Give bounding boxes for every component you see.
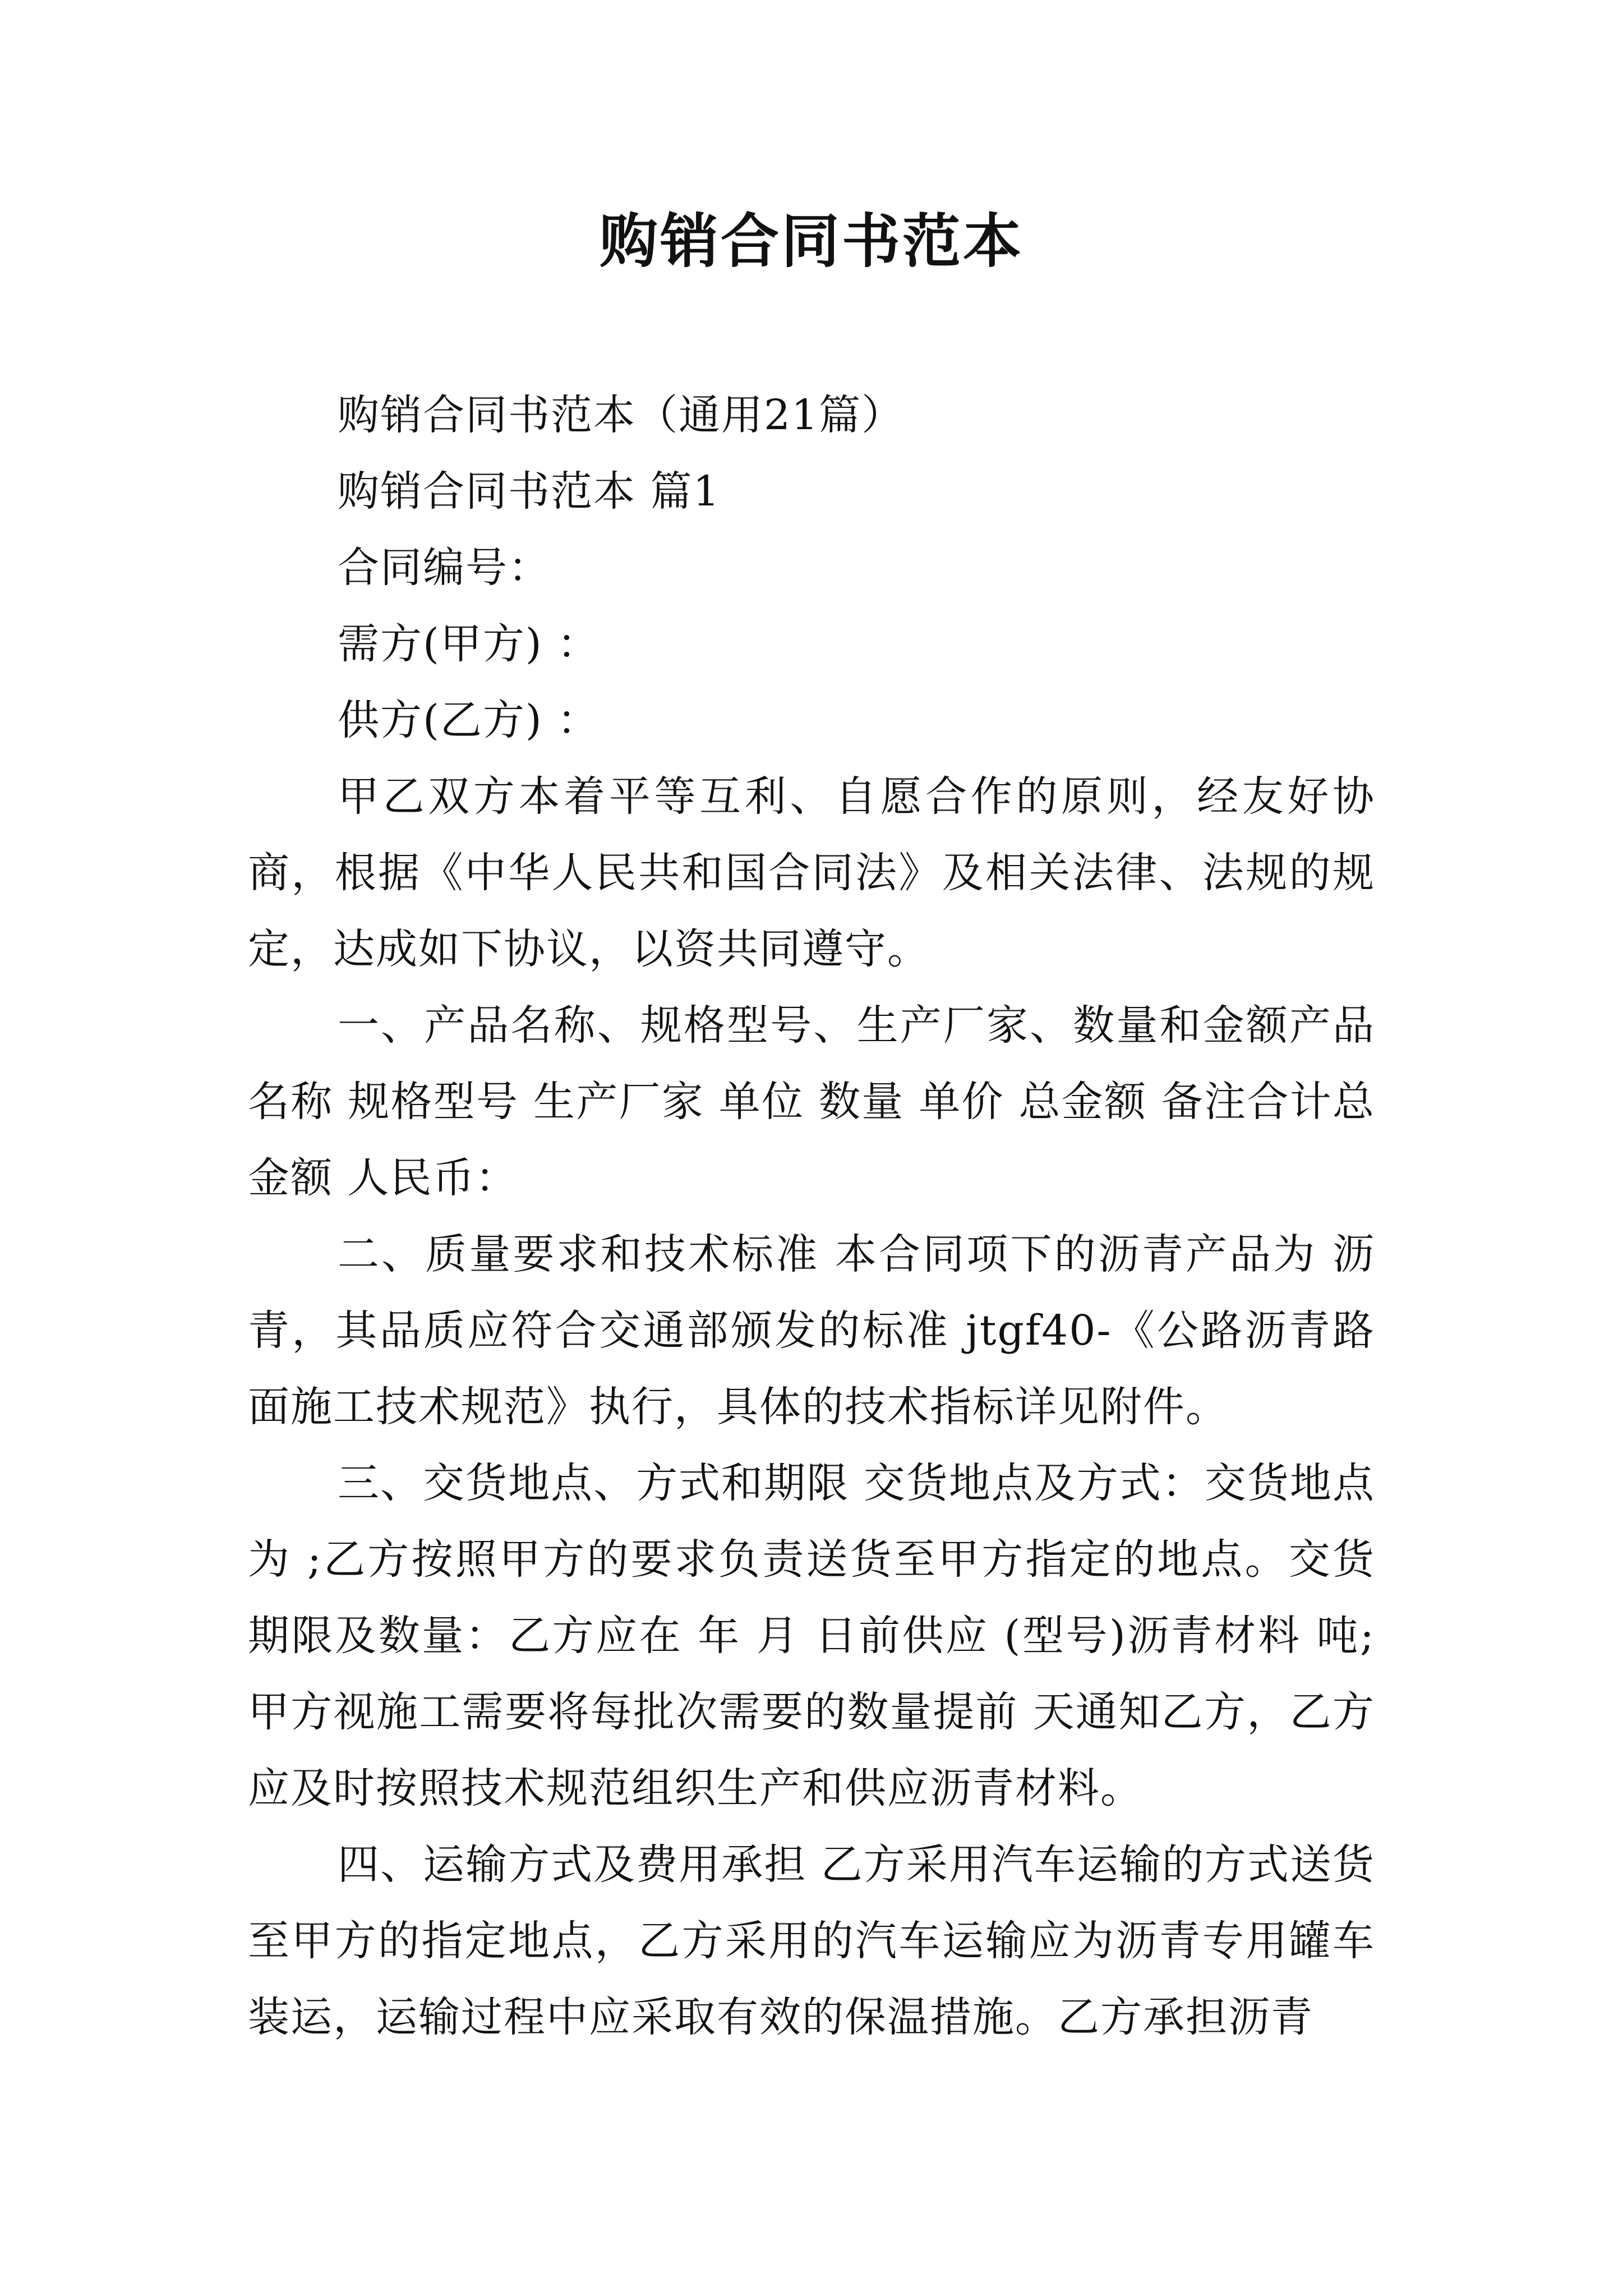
intro-line-collection-title: 购销合同书范本（通用21篇） <box>338 391 905 439</box>
document-body <box>248 377 1375 2055</box>
paragraph-clause-4: 四、运输方式及费用承担 乙方采用汽车运输的方式送货至甲方的指定地点，乙方采用的汽车运输应为沥青专用罐车装运，运输过程中应采取有效的保温措施。乙方承担沥青 <box>248 1841 1375 2041</box>
paragraph-clause-3: 三、交货地点、方式和期限 交货地点及方式：交货地点为 ;乙方按照甲方的要求负责送货至甲方指定的地点。交货期限及数量：乙方应在 年 月 日前供应 (型号)沥青材料 吨;甲方视施工需要将每批次需要的数量提前 天通知乙方，乙方应及时按照技术规范组织生产和供应沥青材料。 <box>248 1459 1375 1812</box>
paragraph-preamble: 甲乙双方本着平等互利、自愿合作的原则，经友好协商，根据《中华人民共和国合同法》及相关法律、法规的规定，达成如下协议，以资共同遵守。 <box>248 772 1375 973</box>
document-title: 购销合同书范本 <box>599 206 1023 275</box>
intro-line-supplier: 供方(乙方) ： <box>338 696 600 744</box>
intro-line-section-heading: 购销合同书范本 篇1 <box>338 467 721 516</box>
paragraph-clause-1: 一、产品名称、规格型号、生产厂家、数量和金额产品名称 规格型号 生产厂家 单位 数量 单价 总金额 备注合计总金额 人民币： <box>248 1001 1375 1202</box>
intro-line-contract-number: 合同编号： <box>338 544 551 592</box>
paragraph-clause-2: 二、质量要求和技术标准 本合同项下的沥青产品为 沥青，其品质应符合交通部颁发的标准 jtgf40-《公路沥青路面施工技术规范》执行，具体的技术指标详见附件。 <box>248 1230 1375 1431</box>
intro-line-buyer: 需方(甲方) ： <box>338 620 600 668</box>
